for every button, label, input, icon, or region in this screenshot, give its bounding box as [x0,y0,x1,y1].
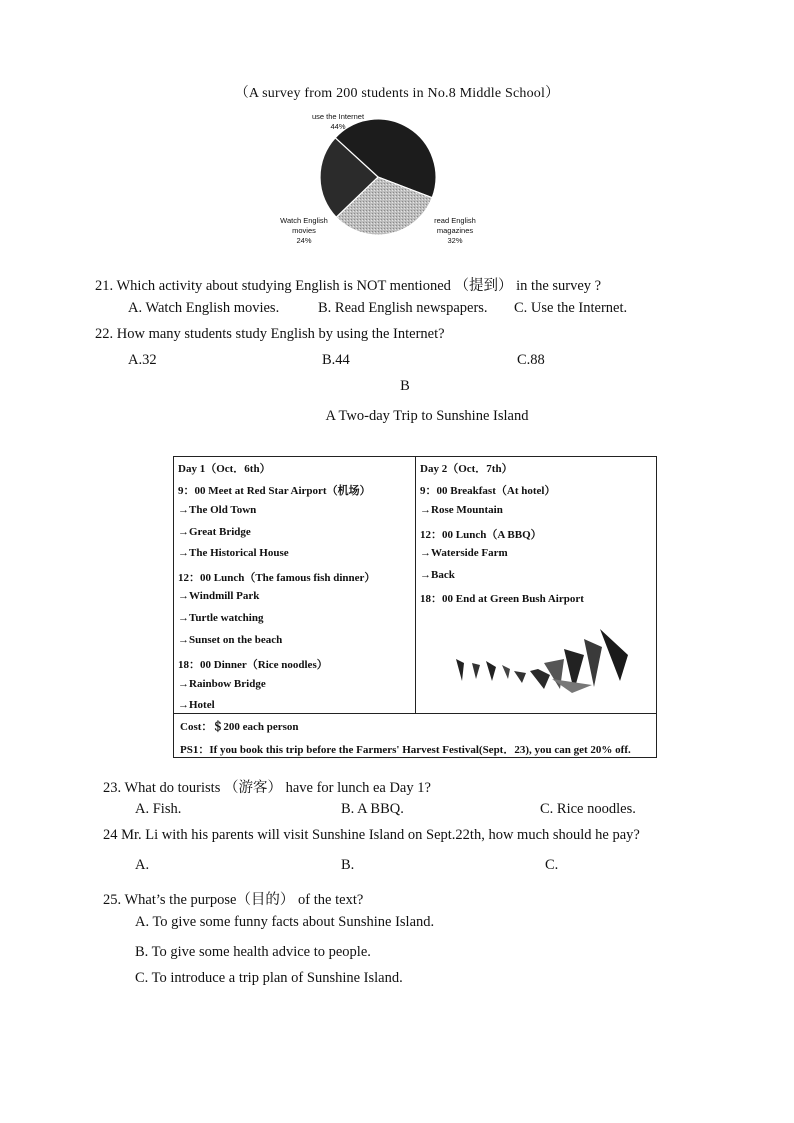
day1-line: 12：00 Lunch（The famous fish dinner） [178,572,376,584]
question-23: 23. What do tourists （游客） have for lunch ea Day 1? [103,780,431,796]
pie-label-movies-name1: Watch English [280,216,328,225]
survey-pie-chart [270,108,510,258]
survey-title: （A survey from 200 students in No.8 Middle School） [234,86,560,101]
trip-table [173,456,657,758]
day1-line: →Great Bridge [178,526,251,538]
day1-line: →The Historical House [178,547,289,559]
day2-line: →Back [420,569,455,581]
q25-option-b: B. To give some health advice to people. [135,944,371,960]
section-b-letter: B [400,378,410,394]
q21-option-b: B. Read English newspapers. [318,300,488,316]
pie-label-magazines-name2: magazines [436,226,474,235]
day1-column [174,457,416,713]
pie-label-internet-percent: 44% [330,122,346,131]
trip-table-footer [174,713,656,758]
day2-line: 18：00 End at Green Bush Airport [420,593,584,605]
pie-label-movies-name2: movies [292,226,316,235]
q22-option-a: A.32 [128,352,157,368]
q24-option-b: B. [341,857,355,873]
day1-line: →Turtle watching [178,612,264,624]
day1-line: →Sunset on the beach [178,634,283,646]
day2-line: 12：00 Lunch（A BBQ） [420,529,542,541]
day2-heading: Day 2（Oct．7th） [420,463,513,475]
q23-option-a: A. Fish. [135,801,182,817]
day2-line: →Rose Mountain [420,504,503,516]
day1-heading: Day 1（Oct．6th） [178,463,271,475]
trip-cost: Cost：＄200 each person [180,721,299,733]
q21-option-a: A. Watch English movies. [128,300,280,316]
day2-line: →Waterside Farm [420,547,508,559]
pie-label-magazines [426,216,484,246]
pie-label-movies-percent: 24% [296,236,312,245]
question-24: 24 Mr. Li with his parents will visit Sunshine Island on Sept.22th, how much should he pay? [103,827,640,843]
section-b-title: A Two-day Trip to Sunshine Island [325,408,529,424]
day2-column [416,457,656,713]
q25-option-a: A. To give some funny facts about Sunshine Island. [135,914,435,930]
island-sketch-illustration [452,619,632,699]
q21-option-c: C. Use the Internet. [514,300,628,316]
day1-line: 9：00 Meet at Red Star Airport（机场） [178,485,371,497]
day1-line: →Windmill Park [178,590,260,602]
q22-option-b: B.44 [322,352,350,368]
pie-label-internet-name: use the Internet [311,112,365,121]
q23-option-b: B. A BBQ. [341,801,404,817]
day1-line: →The Old Town [178,504,257,516]
pie-label-magazines-percent: 32% [447,236,463,245]
day1-line: 18：00 Dinner（Rice noodles） [178,659,328,671]
q25-option-c: C. To introduce a trip plan of Sunshine Island. [135,970,403,986]
pie-label-movies [272,216,336,246]
q23-option-c: C. Rice noodles. [540,801,636,817]
question-22: 22. How many students study English by using the Internet? [95,326,445,342]
question-25: 25. What’s the purpose（目的） of the text? [103,892,364,908]
q22-option-c: C.88 [517,352,545,368]
pie-label-internet [302,112,374,132]
day1-line: →Rainbow Bridge [178,678,266,690]
pie-label-magazines-name1: read English [434,216,476,225]
day1-line: →Hotel [178,699,215,711]
q24-option-c: C. [545,857,559,873]
trip-ps-note: PS1：If you book this trip before the Farmers' Harvest Festival(Sept．23), you can get 20% off. [180,744,631,756]
q24-option-a: A. [135,857,150,873]
question-21: 21. Which activity about studying English is NOT mentioned （提到） in the survey ? [95,278,602,294]
day2-line: 9：00 Breakfast（At hotel） [420,485,556,497]
